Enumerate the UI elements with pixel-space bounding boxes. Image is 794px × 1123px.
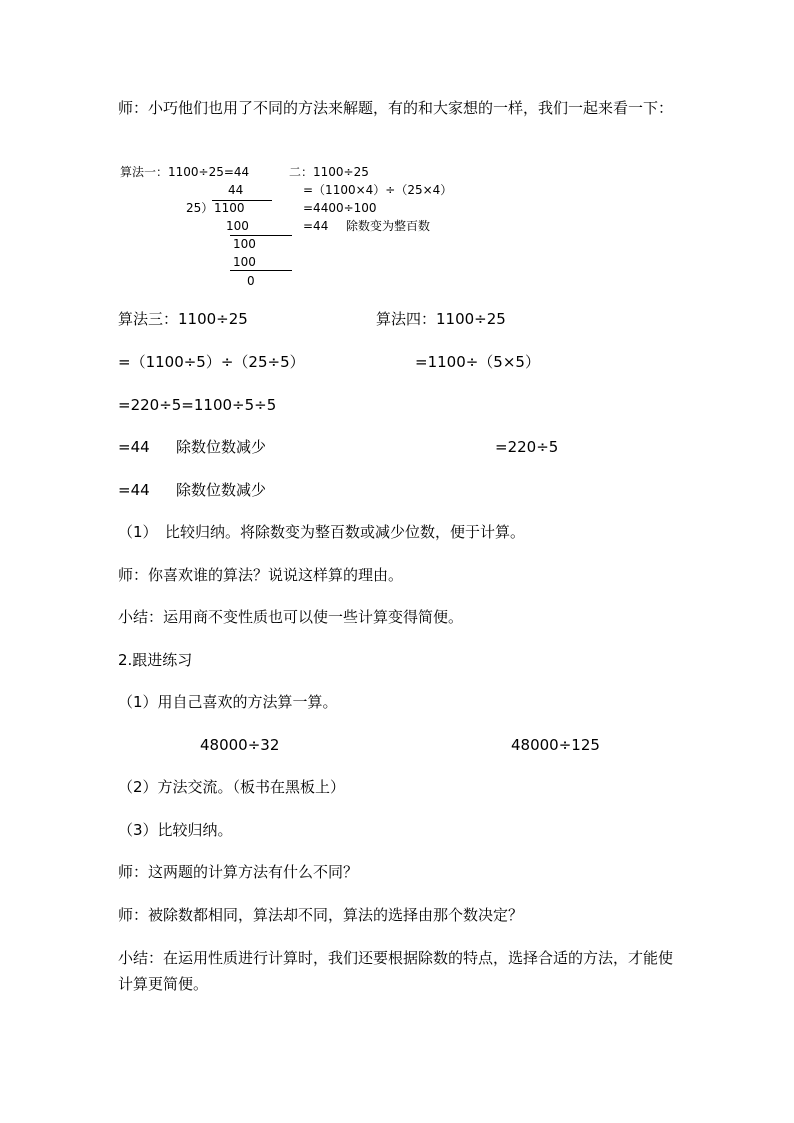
method3-header: 算法三：1100÷25 [118, 310, 248, 328]
method4-line2: =220÷5 [495, 438, 559, 456]
division-line-2 [230, 270, 292, 271]
method1-step3: 100 [233, 255, 256, 269]
practice-expr-2: 48000÷125 [511, 736, 600, 754]
method1-step1: 100 [226, 219, 249, 233]
method2-note: 除数变为整百数 [346, 219, 431, 233]
practice-item-1: （1）用自己喜欢的方法算一算。 [118, 693, 338, 711]
method1-dividend: 1100 [214, 201, 245, 215]
method1-remainder: 0 [247, 274, 255, 288]
method1-step2: 100 [233, 237, 256, 251]
practice-item-3: （3）比较归纳。 [118, 821, 233, 839]
method4-line1: =1100÷（5×5） [415, 353, 540, 371]
method4-header: 算法四：1100÷25 [376, 310, 506, 328]
practice-heading: 2.跟进练习 [118, 651, 193, 669]
question-1: 师：你喜欢谁的算法？说说这样算的理由。 [118, 566, 404, 584]
summary-1: （1） 比较归纳。将除数变为整百数或减少位数，便于计算。 [118, 523, 526, 541]
method1-divisor: 25） [186, 201, 214, 215]
method2-header: 二：1100÷25 [289, 165, 369, 179]
practice-expr-1: 48000÷32 [200, 736, 280, 754]
method1-quotient: 44 [228, 183, 244, 197]
method2-line3: =44 [303, 219, 329, 233]
method3-line2: =220÷5=1100÷5÷5 [118, 396, 277, 414]
conclusion-2: 小结：在运用性质进行计算时，我们还要根据除数的特点，选择合适的方法，才能使计算更简便。 [118, 949, 674, 993]
intro-paragraph: 师：小巧他们也用了不同的方法来解题，有的和大家想的一样，我们一起来看一下： [118, 99, 674, 117]
method1-header: 算法一：1100÷25=44 [120, 165, 250, 179]
method2-line1: =（1100×4）÷（25×4） [303, 183, 453, 197]
method3-note3: 除数位数减少 [176, 438, 267, 456]
method3-line4: =44 [118, 481, 150, 499]
question-2: 师：这两题的计算方法有什么不同？ [118, 863, 359, 881]
method3-note4: 除数位数减少 [176, 481, 267, 499]
method2-line2: =4400÷100 [303, 201, 377, 215]
practice-item-2: （2）方法交流。（板书在黑板上） [118, 778, 346, 796]
conclusion-1: 小结：运用商不变性质也可以使一些计算变得简便。 [118, 608, 464, 626]
method3-line1: =（1100÷5）÷（25÷5） [118, 353, 305, 371]
method3-line3: =44 [118, 438, 150, 456]
question-3: 师：被除数都相同，算法却不同，算法的选择由那个数决定？ [118, 906, 524, 924]
